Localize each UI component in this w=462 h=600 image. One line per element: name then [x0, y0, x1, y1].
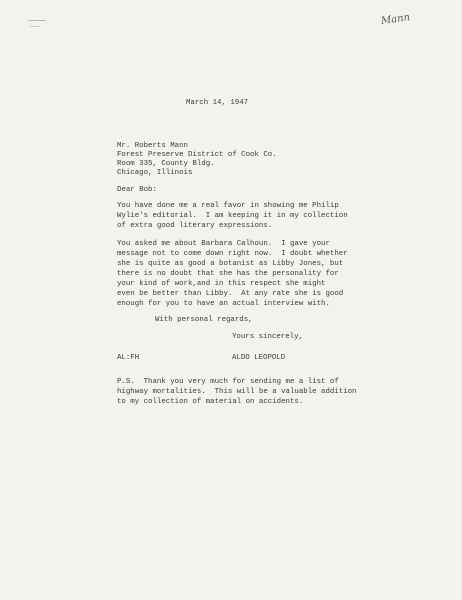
paragraph2-line: enough for you to have an actual interview with. — [117, 300, 330, 308]
margin-mark — [30, 26, 40, 27]
handwritten-annotation: Mann — [380, 12, 411, 27]
address-line: Mr. Roberts Mann — [117, 142, 188, 150]
paragraph2-line: message not to come down right now. I doubt whether — [117, 250, 348, 258]
postscript-line: to my collection of material on accidents. — [117, 398, 304, 406]
paragraph2-line: there is no doubt that she has the personality for — [117, 270, 339, 278]
paragraph1-line: of extra good literary expressions. — [117, 222, 273, 230]
regards-line: With personal regards, — [155, 316, 253, 324]
typist-initials: AL:FH — [117, 354, 140, 362]
paragraph2-line: even be better than Libby. At any rate she is good — [117, 290, 344, 298]
letter-date: March 14, 1947 — [186, 99, 249, 107]
paragraph2-line: your kind of work,and in this respect she might — [117, 280, 326, 288]
postscript-line: P.S. Thank you very much for sending me a list of — [117, 378, 339, 386]
paragraph2-line: she is quite as good a botanist as Libby Jones, but — [117, 260, 344, 268]
signature-name: ALDO LEOPOLD — [232, 354, 286, 362]
salutation: Dear Bob: — [117, 186, 157, 194]
postscript-line: highway mortalities. This will be a valuable addition — [117, 388, 357, 396]
address-line: Forest Preserve District of Cook Co. — [117, 151, 277, 159]
closing-line: Yours sincerely, — [232, 333, 303, 341]
paragraph2-line: You asked me about Barbara Calhoun. I gave your — [117, 240, 330, 248]
address-line: Chicago, Illinois — [117, 169, 193, 177]
paragraph1-line: You have done me a real favor in showing me Philip — [117, 202, 339, 210]
paragraph1-line: Wylie's editorial. I am keeping it in my collection — [117, 212, 348, 220]
address-line: Room 335, County Bldg. — [117, 160, 215, 168]
margin-mark — [28, 20, 46, 21]
